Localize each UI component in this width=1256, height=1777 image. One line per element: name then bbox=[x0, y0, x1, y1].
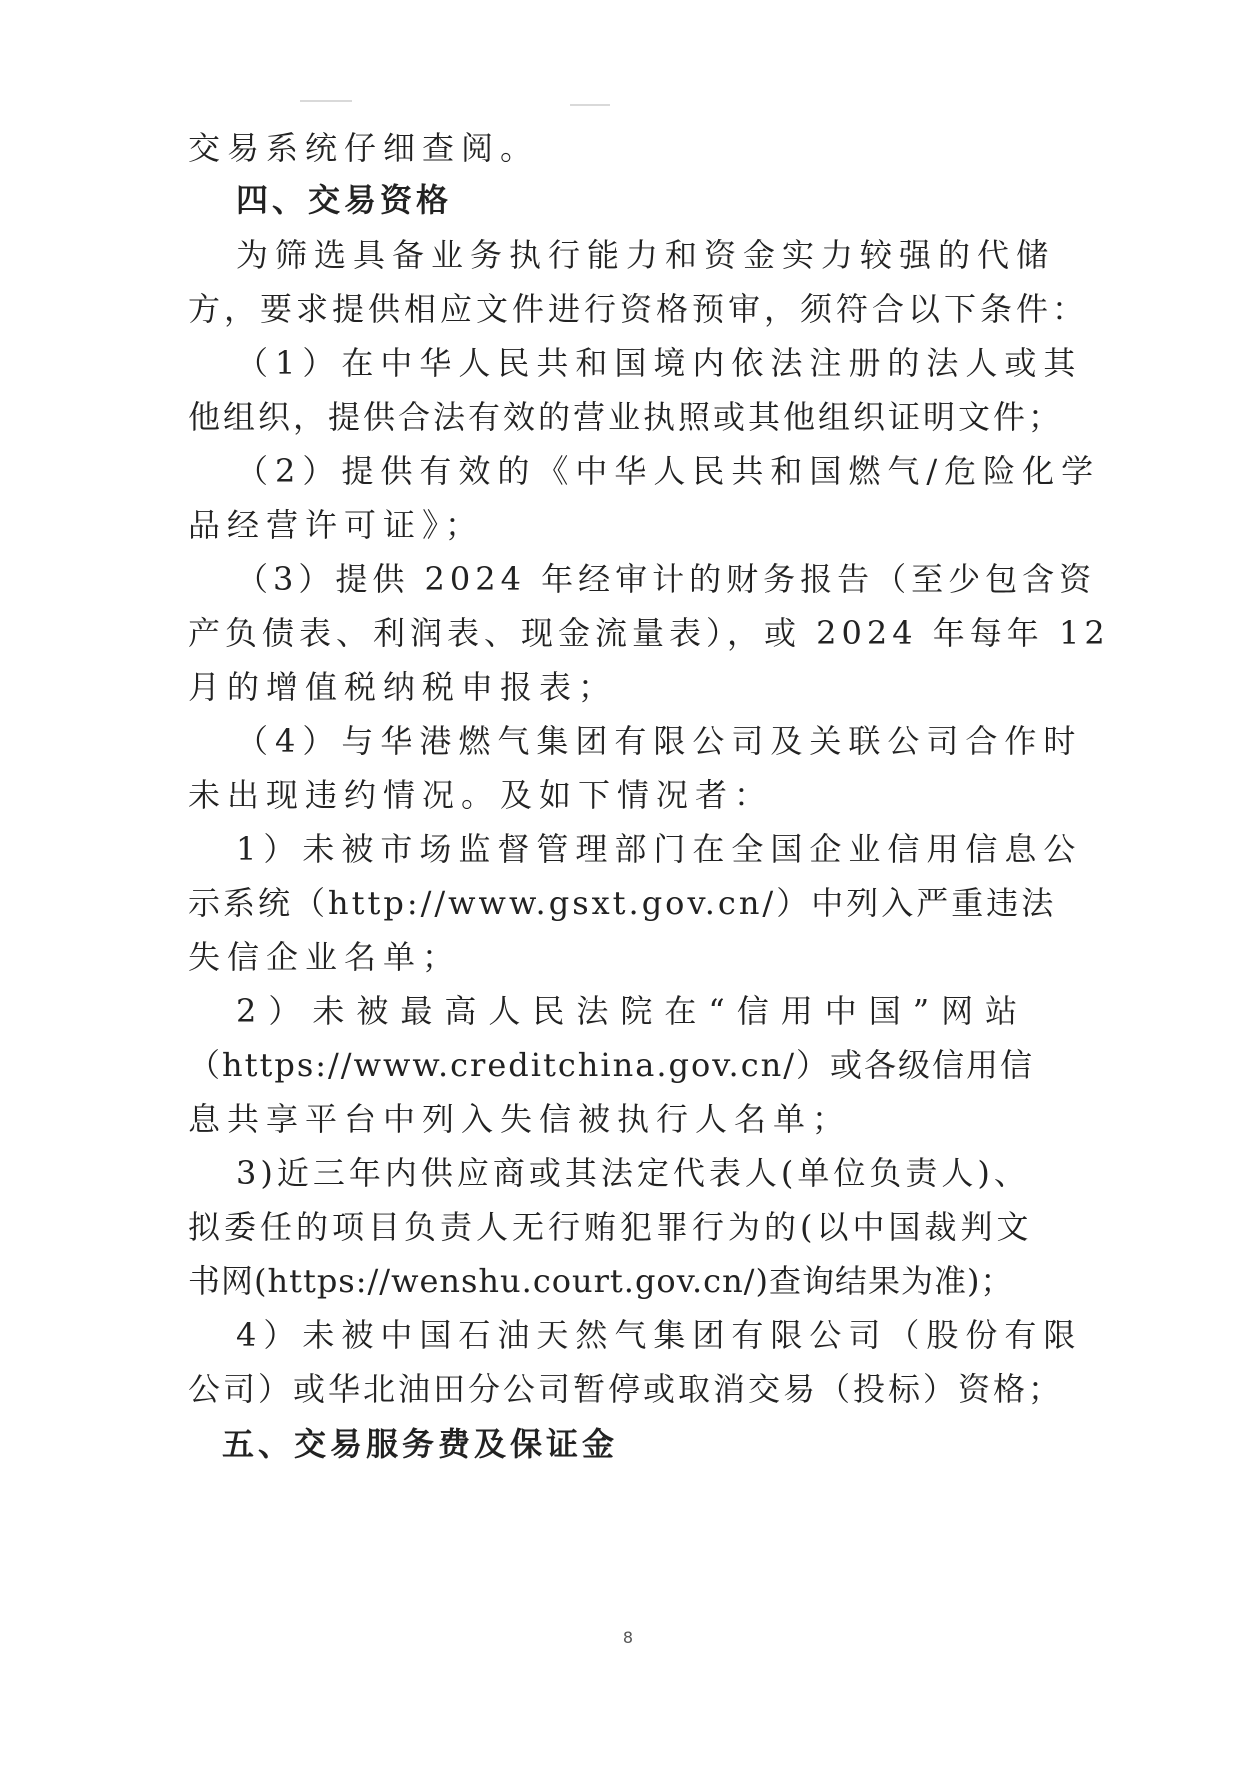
body-line-23: 4）未被中国石油天然气集团有限公司（股份有限 bbox=[236, 1316, 1083, 1354]
body-line-5: （1）在中华人民共和国境内依法注册的法人或其 bbox=[236, 344, 1083, 382]
page-number: 8 bbox=[622, 1628, 634, 1647]
body-line-15: 示系统（http://www.gsxt.gov.cn/）中列入严重违法 bbox=[188, 884, 1057, 922]
body-line-11: 月的增值税纳税申报表； bbox=[188, 668, 618, 706]
body-line-7: （2）提供有效的《中华人民共和国燃气/危险化学 bbox=[236, 452, 1101, 490]
body-line-20: 3)近三年内供应商或其法定代表人(单位负责人)、 bbox=[236, 1154, 1030, 1192]
body-line-16: 失信企业名单； bbox=[188, 938, 462, 976]
body-line-22: 书网(https://wenshu.court.gov.cn/)查询结果为准)； bbox=[188, 1262, 1014, 1300]
body-line-10: 产负债表、利润表、现金流量表），或 2024 年每年 12 bbox=[188, 614, 1110, 652]
body-line-17: 2）未被最高人民法院在“信用中国”网站 bbox=[236, 992, 1030, 1030]
scan-artifact-right bbox=[570, 104, 610, 106]
body-line-9: （3）提供 2024 年经审计的财务报告（至少包含资 bbox=[236, 560, 1097, 598]
body-line-8: 品经营许可证》； bbox=[188, 506, 485, 544]
body-line-12: （4）与华港燃气集团有限公司及关联公司合作时 bbox=[236, 722, 1083, 760]
section-heading-qualification: 四、交易资格 bbox=[236, 181, 453, 219]
body-line-1: 交易系统仔细查阅。 bbox=[188, 129, 540, 167]
section-heading-fees: 五、交易服务费及保证金 bbox=[222, 1425, 619, 1463]
body-line-18: （https://www.creditchina.gov.cn/）或各级信用信 bbox=[188, 1046, 1035, 1084]
body-line-4: 方，要求提供相应文件进行资格预审，须符合以下条件： bbox=[188, 290, 1089, 328]
body-line-3: 为筛选具备业务执行能力和资金实力较强的代储 bbox=[236, 236, 1056, 274]
body-line-6: 他组织，提供合法有效的营业执照或其他组织证明文件； bbox=[188, 398, 1064, 436]
body-line-13: 未出现违约情况。及如下情况者： bbox=[188, 776, 774, 814]
body-line-24: 公司）或华北油田分公司暂停或取消交易（投标）资格； bbox=[188, 1370, 1064, 1408]
scan-artifact-left bbox=[300, 100, 352, 102]
body-line-19: 息共享平台中列入失信被执行人名单； bbox=[188, 1100, 852, 1138]
body-line-21: 拟委任的项目负责人无行贿犯罪行为的(以中国裁判文 bbox=[188, 1208, 1033, 1246]
body-line-14: 1）未被市场监督管理部门在全国企业信用信息公 bbox=[236, 830, 1083, 868]
